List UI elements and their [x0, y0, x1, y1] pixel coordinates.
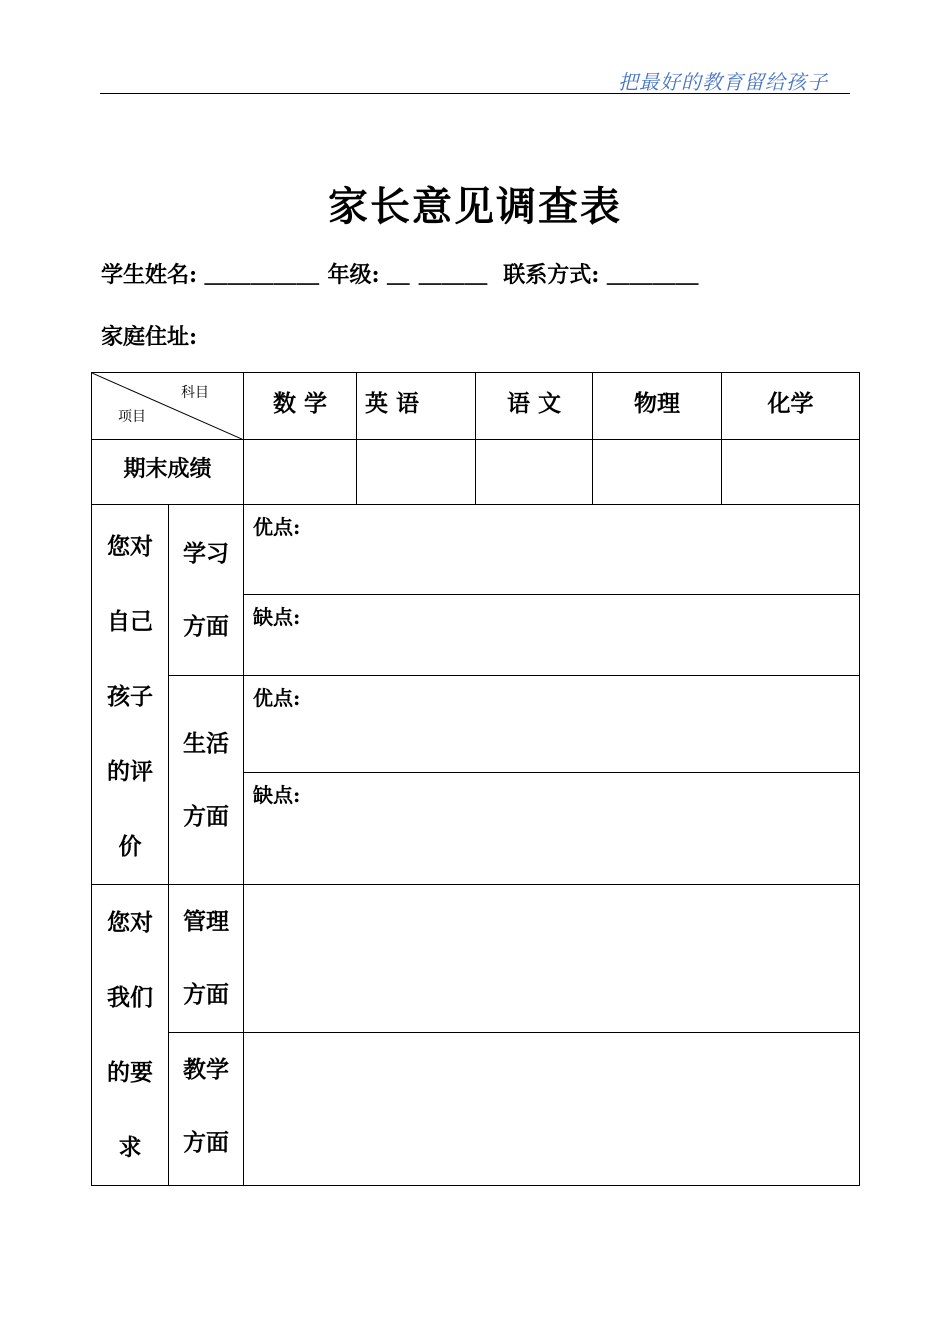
- final-grade-label: 期末成绩: [92, 440, 244, 505]
- contact-label: 联系方式:: [503, 262, 600, 288]
- student-name-blank[interactable]: ＿＿＿＿＿: [204, 262, 320, 288]
- study-strength-cell[interactable]: [244, 505, 860, 595]
- teaching-label-cell: [169, 1033, 244, 1186]
- survey-table: [91, 372, 860, 1186]
- header-motto: 把最好的教育留给孩子: [618, 70, 828, 94]
- grade-blank[interactable]: ＿ ＿＿＿: [387, 262, 488, 288]
- study-weakness-label: 缺点:: [253, 605, 301, 629]
- life-strength-label: 优点:: [253, 686, 301, 710]
- teaching-comment-cell[interactable]: [244, 1033, 860, 1186]
- final-grade-row: [92, 440, 860, 505]
- study-label-cell: [169, 505, 244, 676]
- life-weakness-cell[interactable]: [244, 773, 860, 885]
- contact-blank[interactable]: ＿＿＿＿: [607, 262, 700, 288]
- subject-english: 英 语: [357, 373, 476, 440]
- life-weakness-label: 缺点:: [253, 783, 301, 807]
- header-rule: [100, 93, 850, 94]
- subject-chemistry: 化学: [722, 373, 860, 440]
- address-label: 家庭住址:: [101, 324, 198, 350]
- evaluation-section-label-cell: [92, 505, 169, 885]
- subject-physics: 物理: [593, 373, 722, 440]
- corner-header-cell: [92, 373, 244, 440]
- evaluation-section-label: 您对自己孩子的评价: [107, 533, 153, 860]
- life-strength-row: [92, 676, 860, 773]
- life-strength-cell[interactable]: [244, 676, 860, 773]
- chinese-grade-cell[interactable]: [476, 440, 593, 505]
- study-label: 学习方面: [183, 540, 229, 640]
- management-row: [92, 885, 860, 1033]
- teaching-label: 教学方面: [183, 1056, 229, 1157]
- subject-chinese: 语 文: [476, 373, 593, 440]
- math-grade-cell[interactable]: [244, 440, 357, 505]
- study-strength-row: [92, 505, 860, 595]
- management-comment-cell[interactable]: [244, 885, 860, 1033]
- study-strength-label: 优点:: [253, 515, 301, 539]
- life-label: 生活方面: [183, 730, 229, 830]
- requests-section-label-cell: [92, 885, 169, 1186]
- management-label-cell: [169, 885, 244, 1033]
- chemistry-grade-cell[interactable]: [722, 440, 860, 505]
- english-grade-cell[interactable]: [357, 440, 476, 505]
- life-label-cell: [169, 676, 244, 885]
- diagonal-line: [92, 373, 244, 440]
- corner-subject-label: 科目: [181, 385, 209, 401]
- requests-section-label: 您对我们的要求: [107, 909, 153, 1161]
- management-label: 管理方面: [183, 908, 229, 1008]
- student-name-label: 学生姓名:: [101, 262, 198, 288]
- subject-math: 数 学: [244, 373, 357, 440]
- document-title: 家长意见调查表: [328, 183, 622, 230]
- corner-item-label: 项目: [118, 409, 146, 425]
- physics-grade-cell[interactable]: [593, 440, 722, 505]
- study-weakness-cell[interactable]: [244, 595, 860, 676]
- grade-label: 年级:: [327, 262, 380, 288]
- info-row-1: [101, 258, 699, 289]
- subject-header-row: [92, 373, 860, 440]
- teaching-row: [92, 1033, 860, 1186]
